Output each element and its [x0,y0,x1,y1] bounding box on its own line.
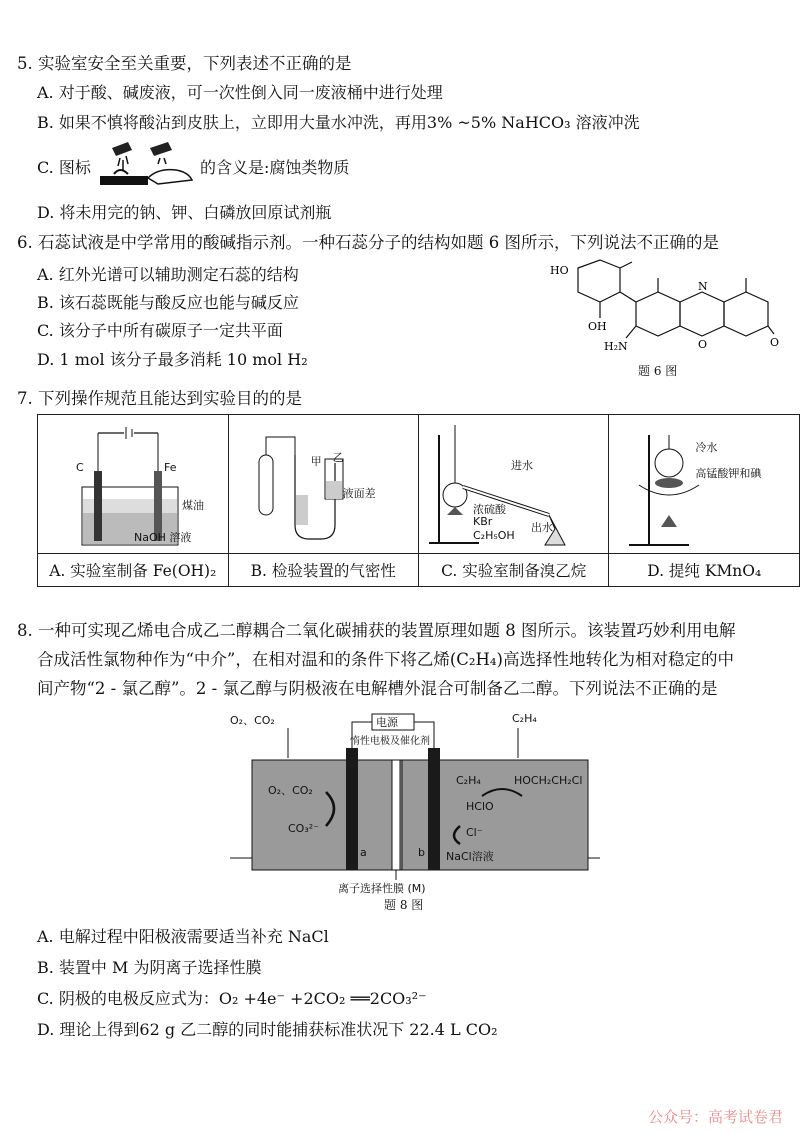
corrosive-hazard-icon [98,140,194,188]
litmus-structure-diagram [548,258,784,368]
water-out-label: 出水 [531,521,553,534]
electrode-c-label: C [76,461,84,474]
q6-option-b: B. 该石蕊既能与酸反应也能与碱反应 [37,293,299,312]
electrode-b-label: b [418,846,425,859]
conc-sulfuric-acid-label: 浓硫酸 [473,503,506,516]
q5-option-b: B. 如果不慎将酸沾到皮肤上，立即用大量水冲洗，再用3% ~5% NaHCO₃ 溶液冲洗 [37,113,640,132]
watermark: 公众号：高考试卷君 [648,1108,784,1126]
carbonate-label: CO₃²⁻ [288,822,319,835]
ethanol-label: C₂H₅OH [473,529,515,542]
q7-figure-b [228,415,418,554]
q8-top-left-input-label: O₂、CO₂ [230,714,275,727]
q5-option-c-prefix: C. 图标 [37,158,91,177]
kbr-label: KBr [473,515,493,528]
q7-figure-a [38,415,229,554]
q7-apparatus-table [37,414,800,587]
q6-option-c: C. 该分子中所有碳原子一定共平面 [37,321,283,340]
cathode-reactant-label: O₂、CO₂ [268,784,313,797]
q8-figure-caption: 题 8 图 [384,898,424,912]
q5-option-d: D. 将未用完的钠、钾、白磷放回原试剂瓶 [37,203,332,222]
kerosene-label: 煤油 [182,499,204,512]
tube-jia-label: 甲 [310,455,322,468]
keto-oxygen-label: O [770,336,780,349]
q7-figure-d [609,415,800,554]
ring-nitrogen-label: N [698,280,708,293]
q6-stem: 6. 石蕊试液是中学常用的酸碱指示剂。一种石蕊分子的结构如题 6 图所示，下列说法不正确的是 [17,233,719,252]
power-supply-label: 电源 [376,716,398,729]
nh2-label: H₂N [604,340,628,353]
inert-electrode-label: 惰性电极及催化剂 [350,736,430,747]
q5-option-c-suffix: 的含义是:腐蚀类物质 [200,158,350,177]
membrane-label: 离子选择性膜 (M) [338,882,426,895]
q7-stem: 7. 下列操作规范且能达到实验目的的是 [17,389,302,408]
q8-option-a: A. 电解过程中阳极液需要适当补充 NaCl [37,927,329,946]
ring-oxygen-label: O [698,338,708,351]
level-difference-label: 液面差 [342,487,376,500]
chloride-label: Cl⁻ [466,826,483,839]
q6-option-d: D. 1 mol 该分子最多消耗 10 mol H₂ [37,350,308,369]
naoh-solution-label: NaOH 溶液 [134,531,192,544]
tube-yi-label: 乙 [332,451,344,464]
q7-option-c: C. 实验室制备溴乙烷 [419,554,609,587]
q6-figure-caption: 题 6 图 [638,364,678,378]
chloroethanol-label: HOCH₂CH₂Cl [514,774,583,787]
q8-stem-line3: 间产物“2 - 氯乙醇”。2 - 氯乙醇与阴极液在电解槽外混合可制备乙二醇。下列说法不正确的是 [37,679,718,698]
q8-stem-line1: 8. 一种可实现乙烯电合成乙二醇耦合二氧化碳捕获的装置原理如题 8 图所示。该装置巧妙利用电解 [17,621,736,640]
ho-label: HO [550,264,569,277]
hclo-label: HClO [466,800,494,813]
q8-option-d: D. 理论上得到62 g 乙二醇的同时能捕获标准状况下 22.4 L CO₂ [37,1020,498,1039]
q6-option-a: A. 红外光谱可以辅助测定石蕊的结构 [37,265,299,284]
q7-figure-c [419,415,609,554]
q7-option-b: B. 检验装置的气密性 [228,554,418,587]
kmno4-iodine-label: 高锰酸钾和碘 [695,467,762,480]
q7-option-a: A. 实验室制备 Fe(OH)₂ [38,554,229,587]
electrode-a-label: a [360,846,367,859]
ethylene-label: C₂H₄ [456,774,481,787]
cold-water-label: 冷水 [695,441,718,454]
nacl-solution-label: NaCl溶液 [446,850,494,863]
q8-top-right-input-label: C₂H₄ [512,712,537,725]
q5-stem: 5. 实验室安全至关重要，下列表述不正确的是 [17,54,352,73]
q8-option-b: B. 装置中 M 为阴离子选择性膜 [37,958,262,977]
q8-stem-line2: 合成活性氯物种作为“中介”，在相对温和的条件下将乙烯(C₂H₄)高选择性地转化为相对稳定的中 [37,650,734,669]
q5-option-a: A. 对于酸、碱废液，可一次性倒入同一废液桶中进行处理 [37,83,443,102]
oh-label: OH [588,320,607,333]
water-in-label: 进水 [511,459,533,472]
q7-option-d: D. 提纯 KMnO₄ [609,554,800,587]
electrode-fe-label: Fe [164,461,177,474]
q8-option-c: C. 阴极的电极反应式为：O₂ +4e⁻ +2CO₂ ══2CO₃²⁻ [37,989,427,1008]
